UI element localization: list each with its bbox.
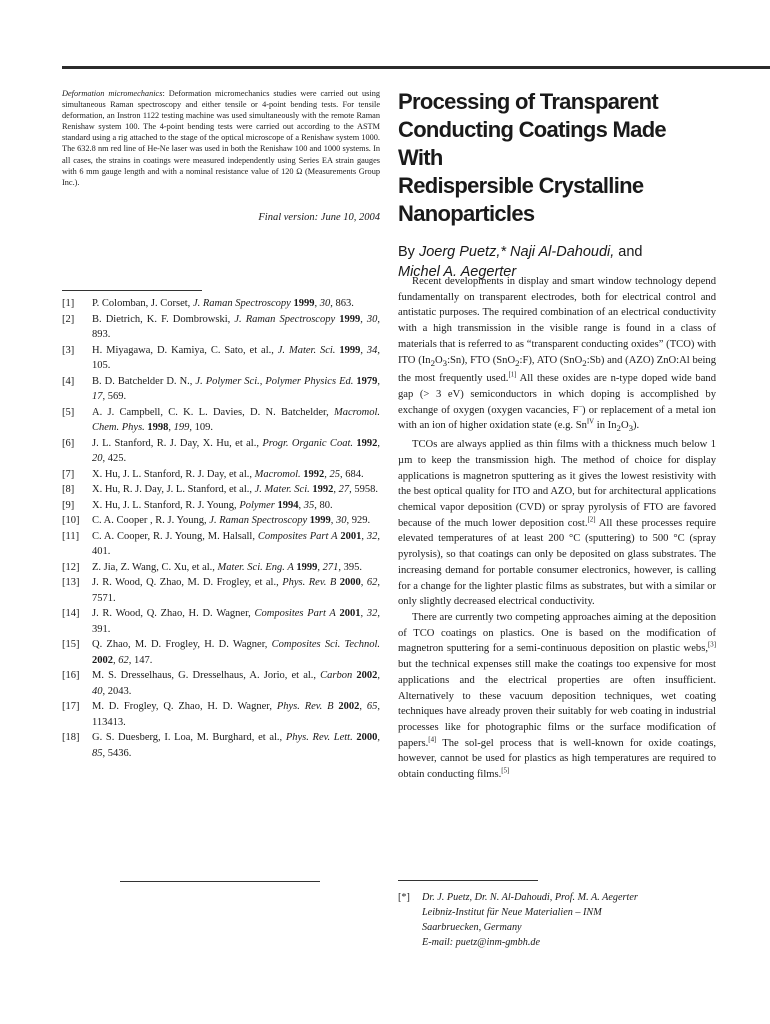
reference-separator: , [377,530,381,542]
reference-number: [1] [62,298,75,309]
title-line: Nanoparticles [398,201,535,226]
reference-year: 2000 [356,732,378,743]
reference-volume: 62 [118,654,129,666]
reference-authors: C. A. Cooper , R. J. Young, [92,515,210,526]
reference-separator: , [102,453,108,464]
title-line: Redispersible Crystalline [398,173,644,198]
reference-number: [17] [62,701,80,712]
reference-number: [4] [62,375,75,387]
reference-year: 1994 [277,499,299,511]
reference-volume: 32 [366,530,378,542]
reference-volume: 271 [322,561,339,573]
reference-year: 1998 [147,422,169,433]
reference-pages: 863. [335,298,354,309]
reference-authors: X. Hu, J. L. Stanford, R. J. Day, et al., [92,468,255,480]
reference-number: [8] [62,484,75,495]
reference-pages: 391. [92,623,111,635]
reference-volume: 27 [338,484,350,495]
author-footnote [398,890,716,950]
text-run: :F), ATO (SnO [519,354,583,366]
text-run: There are currently two competing approaches aiming at the deposition of TCO coatings on plastics. One is based on the modification of magnetron sputtering for a semi-continuous deposition on plastic webs, [398,611,716,655]
reference-number: [9] [62,499,75,511]
text-run: O [620,420,629,432]
reference-separator: , [340,468,346,480]
reference-number: [14] [62,608,80,619]
references-rule [62,290,202,291]
article-header [398,88,716,282]
byline-authors-2: Michel A. Aegerter [398,264,517,280]
reference-year: 1999 [339,344,361,356]
reference-item [62,312,380,343]
reference-separator: , [377,375,380,387]
reference-number: [18] [62,732,80,743]
reference-pages: 7571. [92,592,116,604]
reference-number: [7] [62,468,75,480]
method-text: : Deformation micromechanics studies were carried out using simultaneous Raman spectroscopy and either tensile or 4-point bending tests. For tensile deformation, an Instron 1122 testing machine was used simultaneously with the remote Raman Renishaw system 100. The 4-point bending tests were carried out according to the ASTM standard using a rig attached to the stage of the optical microscope of a Renishaw system 1000. The 632.8 nm red line of He-Ne laser was used in both the Renishaw 100 and 1000 systems. In all cases, the strains in coatings were measured independently using Series EA strain gauges with 6 mm gauge length and with a nominal resistance value of 120 Ω (Measurements Group Inc.). [62,89,380,187]
method-lead: Deformation micromechanics [62,89,163,98]
text-run: :Sn), FTO (SnO [447,354,516,366]
reference-pages: 5436. [107,747,132,759]
reference-pages: 425. [107,453,127,464]
footnote-line: E-mail: puetz@inm-gmbh.de [422,937,541,948]
reference-separator: , [377,701,381,712]
reference-pages: 395. [343,561,362,573]
reference-item [62,575,380,606]
subscript: 3 [442,357,448,368]
reference-authors: P. Colomban, J. Corset, [92,298,193,309]
body-paragraph-1 [398,274,716,437]
column-end-rule [120,881,320,882]
reference-volume: 85 [92,747,103,759]
reference-authors: G. S. Duesberg, I. Loa, M. Burghard, et al., [92,732,286,743]
reference-volume: 40 [92,685,103,697]
reference-separator: , [360,608,367,619]
reference-separator: , [377,670,381,681]
reference-item [62,405,380,436]
reference-journal: J. Mater. Sci. [277,344,336,356]
reference-volume: 30 [319,298,331,309]
body-paragraph-3 [398,610,716,783]
subscript: 2 [616,423,621,434]
reference-separator: , [359,701,367,712]
reference-item [62,637,380,668]
citation-link[interactable]: [1] [508,371,517,379]
reference-separator: , [128,654,134,666]
citation-link[interactable]: [3] [707,641,716,649]
reference-volume: 25 [329,468,340,480]
reference-pages: 80. [319,499,333,511]
reference-year: 1999 [293,298,315,309]
reference-pages: 401. [92,546,111,557]
reference-pages: 684. [345,468,364,480]
text-run: The sol-gel process that is well-known for oxide coatings, however, cannot be used for plastics as high temperatures are required to obtain conducting films. [398,737,716,781]
citation-link[interactable]: [4] [428,736,437,744]
reference-authors: J. R. Wood, Q. Zhao, H. D. Wagner, [92,608,255,619]
subscript: 2 [430,357,435,368]
reference-journal: J. Raman Spectroscopy [192,298,291,309]
superscript: – [578,403,582,411]
reference-item [62,498,380,514]
reference-journal: J. Raman Spectroscopy [209,515,308,526]
reference-separator: , [168,422,174,433]
reference-number: [11] [62,530,80,542]
title-line: Processing of Transparent [398,89,659,114]
reference-separator: , [349,484,355,495]
header-rule [62,66,770,69]
footnote-line: Dr. J. Puetz, Dr. N. Al-Dahoudi, Prof. M. A. Aegerter [422,892,638,903]
reference-number: [15] [62,639,80,650]
reference-separator: , [360,577,367,588]
reference-volume: 62 [366,577,378,588]
reference-year: 2001 [340,530,362,542]
reference-separator: , [377,344,380,356]
reference-volume: 35 [303,499,315,511]
reference-pages: 113413. [92,716,126,728]
citation-link[interactable]: [5] [501,767,510,775]
reference-separator: , [377,437,381,449]
reference-year: 1992 [303,468,325,480]
reference-separator: , [102,685,108,697]
reference-separator: , [298,499,304,511]
reference-pages: 569. [107,391,127,402]
reference-volume: 65 [366,701,378,712]
reference-year: 1992 [312,484,334,495]
reference-number: [3] [62,344,75,356]
reference-year: 2002 [338,701,360,712]
text-run: TCOs are always applied as thin films with a thickness much below 1 µm to keep the transmission high. The method of choice for display applications is magnetron sputtering as it gives the lowest resistivity with the best optical quality for ITO and AZO, but for architectural applications chemical vapor deposition (CVD) or spray pyrolysis of FTO are favored because of the much lower deposition cost. [398,439,716,529]
reference-volume: 30 [366,313,378,325]
reference-separator: , [324,468,330,480]
method-section [62,88,380,188]
body-paragraph-2 [398,437,716,610]
reference-pages: 929. [351,515,371,526]
reference-authors: M. D. Frogley, Q. Zhao, H. D. Wagner, [92,701,277,712]
reference-authors: M. S. Dresselhaus, G. Dresselhaus, A. Jorio, et al., [92,670,321,681]
reference-item [62,296,380,312]
reference-number: [13] [62,577,80,588]
reference-authors: H. Miyagawa, D. Kamiya, C. Sato, et al., [92,344,278,356]
reference-journal: J. Mater. Sci. [254,484,310,495]
reference-pages: 147. [134,654,153,666]
reference-list [62,296,380,761]
text-run: :Sb) and (AZO) ZnO:Al being the most frequently used. [398,354,717,385]
reference-volume: 34 [366,344,378,356]
footnote-lines [398,890,716,950]
reference-journal: Composites Part A [257,530,338,542]
reference-separator: , [314,499,320,511]
reference-item [62,668,380,699]
reference-item [62,529,380,560]
byline-by: By [398,244,419,260]
reference-authors: J. R. Wood, Q. Zhao, M. D. Frogley, et al., [92,577,283,588]
reference-item [62,436,380,467]
reference-separator: , [102,747,108,759]
reference-authors: X. Hu, J. L. Stanford, R. J. Young, [92,499,240,511]
reference-volume: 20 [92,453,103,464]
reference-separator: , [330,515,337,526]
reference-year: 2000 [339,577,361,588]
reference-separator: , [189,422,195,433]
reference-year: 1979 [356,375,378,387]
reference-separator: , [330,298,336,309]
reference-separator: , [113,654,119,666]
reference-separator: , [317,561,323,573]
reference-authors: C. A. Cooper, R. J. Young, M. Halsall, [92,530,258,542]
reference-journal: Composites Sci. Technol. [271,639,380,650]
footnote-mark: [*] [398,892,410,903]
reference-separator: , [377,732,381,743]
text-run: ) or replacement of a metal ion with an ion of higher oxidation state (e.g. Sn [398,404,716,432]
reference-journal: Macromol. [254,468,301,480]
reference-pages: 2043. [107,685,132,697]
reference-journal: Phys. Rev. B [276,701,334,712]
reference-number: [6] [62,437,75,449]
reference-volume: 30 [336,515,347,526]
citation-link[interactable]: [2] [587,516,596,524]
reference-volume: 199 [173,422,190,433]
reference-journal: Progr. Organic Coat. [262,437,353,449]
subscript: 2 [582,357,587,368]
reference-authors: B. D. Batchelder D. N., [92,375,196,387]
reference-authors: Z. Jia, Z. Wang, C. Xu, et al., [92,561,218,573]
reference-pages: 105. [92,360,111,371]
reference-year: 1992 [356,437,378,449]
reference-item [62,374,380,405]
text-run: O [435,354,443,366]
reference-separator: , [377,577,381,588]
text-run: All these processes require elevated temperatures of at least 200 °C (sputtering) to 500 °C (spray pyrolysis), so that coatings can only be deposited on glass substrates. The increasing demand for portable consumer electronics, however, is calling for a change for the lighter plastic films as substrates, but with a similar or only slightly decreased electrical conductivity. [398,517,716,608]
reference-item [62,560,380,576]
reference-authors: X. Hu, R. J. Day, J. L. Stanford, et al., [92,484,255,495]
reference-journal: J. Raman Spectroscopy [234,313,336,325]
subscript: 2 [515,357,520,368]
reference-authors: B. Dietrich, K. F. Dombrowski, [92,313,235,325]
text-run: Recent developments in display and smart window technology depend fundamentally on transparent electrodes, both for electrical control and antistatic purposes. The required combination of an electrical conductivity with a high transmission in the visible range is found in a class of materials that is referred to as “transparent conducting oxides” (TCO) with ITO (In [398,276,716,366]
reference-number: [5] [62,406,75,418]
reference-item [62,606,380,637]
reference-journal: Phys. Rev. Lett. [285,732,353,743]
final-version-date: Final version: June 10, 2004 [258,211,380,223]
reference-number: [10] [62,515,80,526]
reference-separator: , [360,313,367,325]
text-run: ). [633,420,640,432]
reference-journal: Mater. Sci. Eng. A [217,561,294,573]
article-body [398,274,716,783]
text-run: All these oxides are n-type doped wide band gap (> 3 eV) semiconductors in which doping is accomplished by exchange of oxygen (oxygen vacancies, F [398,373,717,416]
reference-separator: , [102,391,108,402]
reference-item [62,343,380,374]
reference-item [62,730,380,761]
article-title [398,88,716,228]
left-column [62,88,380,223]
reference-year: 1999 [309,515,331,526]
reference-separator: , [360,344,367,356]
reference-separator: , [338,561,344,573]
text-run: in In [594,420,617,432]
byline-authors-1: Joerg Puetz,* Naji Al-Dahoudi, [418,244,615,260]
reference-year: 2002 [92,654,113,666]
reference-item [62,513,380,529]
reference-number: [16] [62,670,80,681]
reference-authors: J. L. Stanford, R. J. Day, X. Hu, et al., [92,437,263,449]
byline-and: and [614,244,643,260]
reference-separator: , [314,298,320,309]
reference-separator: , [346,515,352,526]
reference-journal: J. Polymer Sci., Polymer Physics Ed. [195,375,354,387]
superscript: IV [586,418,595,426]
reference-year: 2002 [356,670,378,681]
reference-item [62,467,380,483]
reference-year: 1999 [339,313,361,325]
title-line: Conducting Coatings Made With [398,117,666,170]
footnote-rule [398,880,538,881]
reference-year: 2001 [339,608,361,619]
reference-journal: Carbon [320,670,353,681]
reference-number: [2] [62,313,75,325]
reference-pages: 109. [194,422,214,433]
reference-journal: Composites Part A [254,608,336,619]
reference-separator: , [361,530,367,542]
reference-separator: , [377,313,381,325]
reference-pages: 893. [92,329,111,340]
reference-pages: 5958. [354,484,379,495]
reference-separator: , [377,608,381,619]
reference-authors: Q. Zhao, M. D. Frogley, H. D. Wagner, [92,639,272,650]
reference-journal: Phys. Rev. B [282,577,337,588]
reference-item [62,699,380,730]
footnote-line: Saarbruecken, Germany [422,922,522,933]
reference-authors: A. J. Campbell, C. K. L. Davies, D. N. Batchelder, [92,406,335,418]
reference-volume: 17 [92,391,103,402]
reference-number: [12] [62,561,80,573]
reference-year: 1999 [296,561,318,573]
reference-journal: Macromol. Chem. Phys. [92,406,380,433]
reference-separator: , [333,484,339,495]
subscript: 3 [628,423,634,434]
reference-volume: 32 [366,608,378,619]
text-run: but the technical expenses still make the coatings too expensive for most applications and the electrical properties are often insufficient. Alternatively to these vacuum deposition techniques, wet coating techniques have already proven their suitably for web coating in industrial processes like for photographic films or the surface modification of papers. [398,659,716,749]
reference-journal: Polymer [239,499,275,511]
footnote-line: Leibniz-Institut für Neue Materialien – INM [422,907,602,918]
reference-item [62,482,380,498]
